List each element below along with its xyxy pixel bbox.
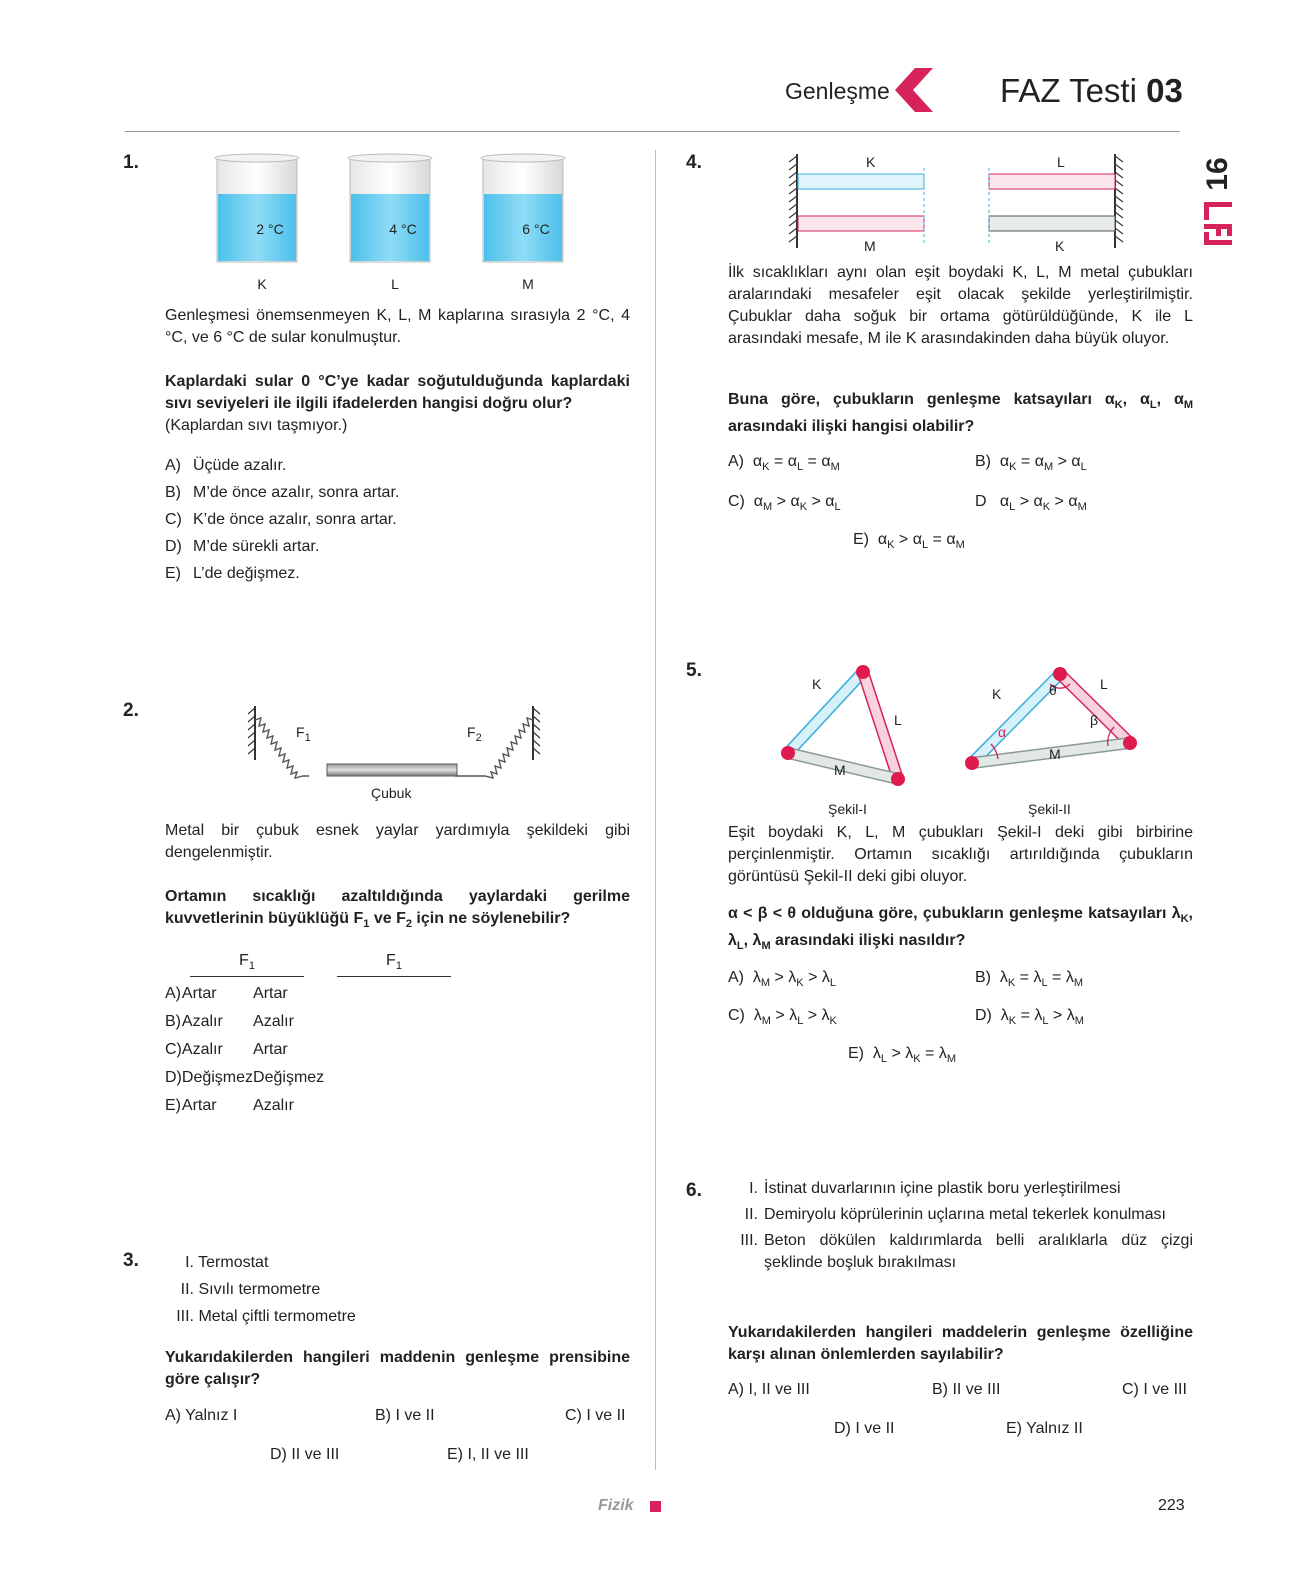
q5-option-b[interactable]: B) $\lambda_K = \lambda_L = \lambda_M$ xyxy=(975,969,1083,990)
q6-option-d[interactable]: D) I ve II xyxy=(834,1420,895,1437)
q6-item-1: I. İstinat duvarlarının içine plastik boru yerleştirilmesi xyxy=(749,1180,1121,1197)
q5-option-e[interactable]: E) $\lambda_L > \lambda_K = \lambda_M$ xyxy=(848,1045,956,1066)
q6-option-c[interactable]: C) I ve III xyxy=(1122,1381,1187,1398)
q3-items xyxy=(170,1249,356,1330)
q4-option-b[interactable]: B) $\alpha_K = \alpha_M > \alpha_L$ xyxy=(975,453,1087,474)
q1-note: (Kaplardan sıvı taşmıyor.) xyxy=(165,417,348,434)
q2-option-b[interactable]: B) Azalır Azalır xyxy=(165,1013,294,1030)
q4-option-c[interactable]: C) $\alpha_M > \alpha_K > \alpha_L$ xyxy=(728,493,841,514)
beaker-l-label: L xyxy=(391,276,399,292)
q3-question: Yukarıdakilerden hangileri maddenin genleşme prensibine göre çalışır? xyxy=(165,1349,630,1388)
left-wall xyxy=(248,706,255,760)
beaker-l-temp: 4 °C xyxy=(389,221,417,237)
beaker-m-temp: 6 °C xyxy=(522,221,550,237)
q5-s2-l: L xyxy=(1100,676,1108,692)
q2-number: 2. xyxy=(123,700,139,721)
q4-label-k2: K xyxy=(1055,238,1065,254)
q4-question: Buna göre, çubukların genleşme katsayıları $\alpha_K$, $\alpha_L$, $\alpha_M$ arasındaki ilişki hangisi olabilir? xyxy=(728,391,1193,436)
header-topic: Genleşme xyxy=(785,78,890,104)
chevron-left-icon xyxy=(893,66,939,114)
q4-text: İlk sıcaklıkları aynı olan eşit boydaki K, L, M metal çubukları aralarındaki mesafeler eşit olacak şekilde yerleştirilmiştir. Çubuklar daha soğuk bir ortama götürüldüğünde, K ile L arasındaki mesafe, M ile K arasındakinden daha büyük oluyor. xyxy=(728,264,1193,347)
q5-s1-l: L xyxy=(894,712,902,728)
q4-left-wall xyxy=(789,154,797,248)
header-divider xyxy=(125,131,1180,132)
q6-item-2: II. Demiryolu köprülerinin uçlarına metal tekerlek konulması xyxy=(744,1206,1166,1223)
q5-s2-m: M xyxy=(1049,746,1061,762)
q3-option-b[interactable]: B) I ve II xyxy=(375,1407,435,1424)
q2-option-d[interactable]: D) Değişmez Değişmez xyxy=(165,1069,325,1086)
q2-col2-rule xyxy=(337,976,451,977)
beaker-k-temp: 2 °C xyxy=(256,221,284,237)
q6-option-e[interactable]: E) Yalnız II xyxy=(1006,1420,1083,1437)
q4-label-l: L xyxy=(1057,154,1065,170)
q5-s1-k: K xyxy=(812,676,822,692)
q5-question: α < β < θ olduğuna göre, çubukların genleşme katsayıları $\lambda_K$, $\lambda_L$, $\lambda_M$ arasındaki ilişki nasıldır? xyxy=(728,905,1193,953)
q1-option-b[interactable]: B) M’de önce azalır, sonra artar. xyxy=(165,484,400,501)
q3-option-d[interactable]: D) II ve III xyxy=(270,1446,340,1463)
q1-option-a[interactable]: A) Üçüde azalır. xyxy=(165,457,287,474)
q1-number: 1. xyxy=(123,152,139,173)
q5-s2-k: K xyxy=(992,686,1002,702)
footer-square-icon xyxy=(650,1501,661,1512)
q5-number: 5. xyxy=(686,660,702,681)
q3-option-e[interactable]: E) I, II ve III xyxy=(447,1446,529,1463)
q6-option-a[interactable]: A) I, II ve III xyxy=(728,1381,810,1398)
q5-shape1-caption: Şekil-I xyxy=(828,801,867,817)
q6-number: 6. xyxy=(686,1180,702,1201)
q5-option-d[interactable]: D) $\lambda_K = \lambda_L > \lambda_M$ xyxy=(975,1007,1084,1028)
q6-question: Yukarıdakilerden hangileri maddelerin genleşme özelliğine karşı alınan önlemlerden sayılabilir? xyxy=(728,1324,1193,1363)
q5-text: Eşit boydaki K, L, M çubukları Şekil-I deki gibi birbirine perçinlenmiştir. Ortamın sıcaklığı artırıldığında çubukların görüntüsü Şekil-II deki gibi oluyor. xyxy=(728,824,1193,885)
beaker-m-label: M xyxy=(522,276,534,292)
metal-rod xyxy=(327,764,457,776)
q2-col1-header: $F_1$ xyxy=(239,952,255,973)
faz-logo-icon xyxy=(1204,202,1232,248)
beaker-k xyxy=(215,154,299,262)
page-title: FAZ Testi 03 xyxy=(1000,72,1183,109)
q4-rods-figure xyxy=(785,152,1130,252)
q2-question: Ortamın sıcaklığı azaltıldığında yaylardaki gerilme kuvvetlerinin büyüklüğü $F_1$ ve $F_2$ için ne söylenebilir? xyxy=(165,888,630,931)
q3-item-2: II. Sıvılı termometre xyxy=(180,1281,321,1298)
q4-right-wall xyxy=(1115,154,1123,248)
q4-label-k: K xyxy=(866,154,876,170)
q5-alpha: α xyxy=(998,724,1007,740)
q2-col2-header: $F_1$ xyxy=(386,952,402,973)
q5-shape2-caption: Şekil-II xyxy=(1028,801,1071,817)
spring-f1-label: $F_1$ xyxy=(296,724,311,744)
q2-option-c[interactable]: C) Azalır Artar xyxy=(165,1041,288,1058)
q5-option-c[interactable]: C) $\lambda_M > \lambda_L > \lambda_K$ xyxy=(728,1007,837,1028)
column-divider xyxy=(655,150,656,1470)
q1-beakers-figure xyxy=(205,150,575,290)
rod-label: Çubuk xyxy=(371,785,412,801)
q2-text: Metal bir çubuk esnek yaylar yardımıyla şekildeki gibi dengelenmiştir. xyxy=(165,822,630,861)
q3-item-3: III. Metal çiftli termometre xyxy=(176,1308,356,1325)
q4-number: 4. xyxy=(686,152,702,173)
q2-option-a[interactable]: A) Artar Artar xyxy=(165,985,288,1002)
q4-option-e[interactable]: E) $\alpha_K > \alpha_L = \alpha_M$ xyxy=(853,531,965,552)
q5-option-a[interactable]: A) $\lambda_M > \lambda_K > \lambda_L$ xyxy=(728,969,836,990)
q5-s1-m: M xyxy=(834,762,846,778)
q6-option-b[interactable]: B) II ve III xyxy=(932,1381,1001,1398)
q1-text: Genleşmesi önemsenmeyen K, L, M kaplarına sırasıyla 2 °C, 4 °C, ve 6 °C de sular konulmuştur. xyxy=(165,307,630,346)
rod-k-bottom xyxy=(989,216,1115,231)
side-tab-number: 16 xyxy=(1201,157,1234,191)
page-number: 223 xyxy=(1158,1497,1185,1514)
rod-l-top xyxy=(989,174,1115,189)
beaker-k-label: K xyxy=(257,276,267,292)
q5-theta: θ xyxy=(1049,682,1057,698)
q3-option-a[interactable]: A) Yalnız I xyxy=(165,1407,238,1424)
beaker-m xyxy=(481,154,565,262)
rod-m-bottom xyxy=(798,216,924,231)
footer-subject: Fizik xyxy=(598,1497,634,1514)
q4-option-d[interactable]: D $\alpha_L > \alpha_K > \alpha_M$ xyxy=(975,493,1087,514)
q1-options xyxy=(165,452,399,587)
q4-option-a[interactable]: A) $\alpha_K = \alpha_L = \alpha_M$ xyxy=(728,453,840,474)
beaker-l xyxy=(348,154,432,262)
q2-option-e[interactable]: E) Artar Azalır xyxy=(165,1097,294,1114)
q3-number: 3. xyxy=(123,1250,139,1271)
q3-item-1: I. Termostat xyxy=(185,1254,269,1271)
q1-option-e[interactable]: E) L’de değişmez. xyxy=(165,565,300,582)
q6-item-3: III. Beton dökülen kaldırımlarda belli aralıklarla düz çizgi şeklinde boşluk bırakılması xyxy=(740,1232,1193,1271)
q6-items xyxy=(728,1178,1193,1274)
q1-option-c[interactable]: C) K’de önce azalır, sonra artar. xyxy=(165,511,397,528)
q1-option-d[interactable]: D) M’de sürekli artar. xyxy=(165,538,320,555)
right-wall xyxy=(533,706,540,760)
q2-col1-rule xyxy=(190,976,304,977)
q1-question: Kaplardaki sular 0 °C’ye kadar soğutulduğunda kaplardaki sıvı seviyeleri ile ilgili ifadelerden hangisi doğru olur? xyxy=(165,373,630,412)
q4-label-m: M xyxy=(864,238,876,254)
rod-k-top xyxy=(798,174,924,189)
side-tab xyxy=(1196,152,1240,252)
q5-beta: β xyxy=(1090,712,1099,728)
q3-option-c[interactable]: C) I ve II xyxy=(565,1407,626,1424)
spring-f2-label: $F_2$ xyxy=(467,724,482,744)
